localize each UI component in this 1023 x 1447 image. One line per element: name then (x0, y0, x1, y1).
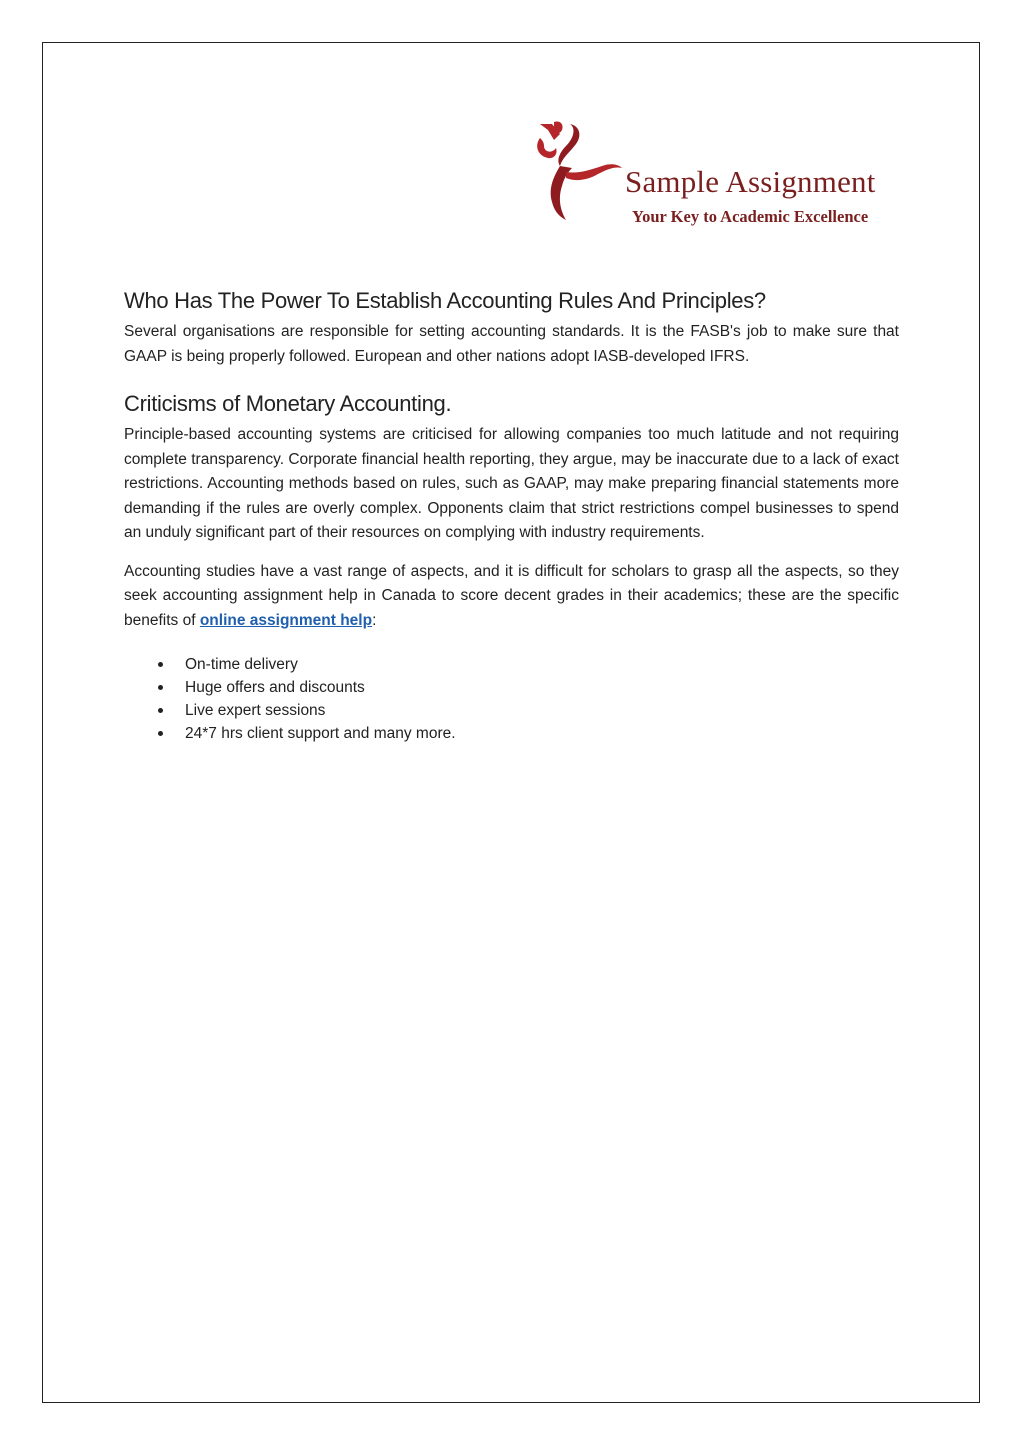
online-assignment-help-link[interactable]: online assignment help (199, 611, 373, 629)
logo-tagline: Your Key to Academic Excellence (632, 207, 869, 226)
bullet-icon (158, 662, 163, 667)
section-heading: Who Has The Power To Establish Accounting Rules And Principles? (124, 288, 766, 313)
section-paragraph: Principle-based accounting systems are criticised for allowing companies too much latitude and not requiring complete transparency. Corporate financial health reporting, they argue, may be inaccurate due to a lack of exact restrictions. Accounting methods based on rules, such as GAAP, may make preparing financial statements more demanding if the rules are overly complex. Opponents claim that strict restrictions compel businesses to spend an unduly significant part of their resources on complying with industry requirements. (124, 426, 899, 541)
section-paragraph: Several organisations are responsible for setting accounting standards. It is the FASB's job to make sure that GAAP is being properly followed. European and other nations adopt IASB-developed IFRS. (124, 323, 899, 365)
benefits-intro (124, 560, 899, 634)
logo-title: Sample Assignment (625, 164, 876, 199)
bullet-icon (158, 685, 163, 690)
bullet-icon (158, 731, 163, 736)
list-item (124, 722, 899, 745)
bullet-icon (158, 708, 163, 713)
list-item (124, 676, 899, 699)
list-item-text: 24*7 hrs client support and many more. (185, 725, 456, 742)
list-item (124, 653, 899, 676)
list-item-text: Live expert sessions (185, 702, 326, 719)
document-body (124, 286, 899, 745)
logo (530, 118, 905, 230)
benefits-intro-suffix: : (372, 611, 377, 629)
benefits-intro-text: Accounting studies have a vast range of aspects, and it is difficult for scholars to grasp all the aspects, so they seek accounting assignment help in Canada to score decent grades in their academics; these are the specific benefits of (124, 562, 899, 629)
list-item-text: Huge offers and discounts (185, 679, 365, 696)
section-heading: Criticisms of Monetary Accounting. (124, 391, 452, 416)
benefits-list (124, 653, 899, 745)
dancing-figure-icon (530, 118, 625, 226)
list-item (124, 699, 899, 722)
list-item-text: On-time delivery (185, 656, 298, 673)
